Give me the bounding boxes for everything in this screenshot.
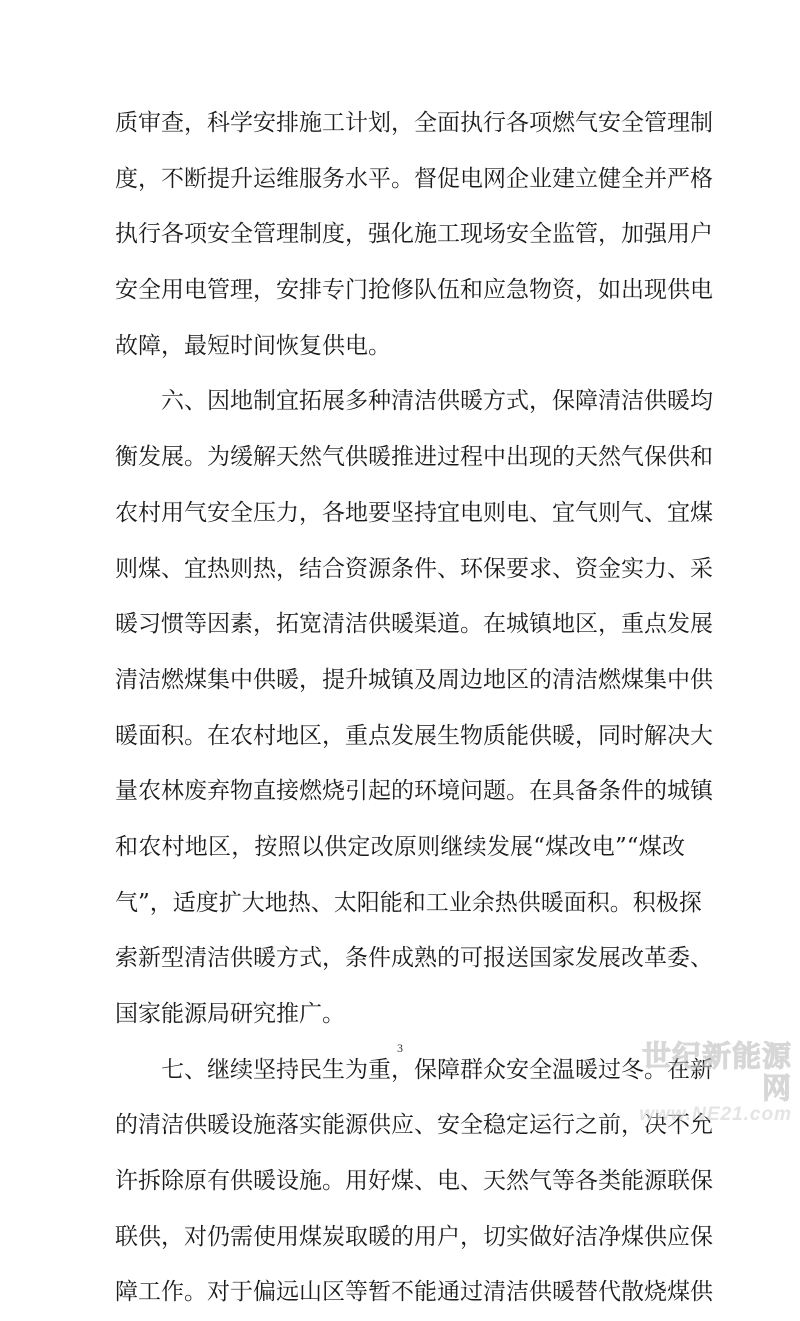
body-text — [115, 96, 713, 1321]
text-line: 执行各项安全管理制度，强化施工现场安全监管，加强用户 — [115, 221, 713, 248]
text-line: 清洁燃煤集中供暖，提升城镇及周边地区的清洁燃煤集中供 — [115, 666, 713, 693]
text-line: 衡发展。为缓解天然气供暖推进过程中出现的天然气保供和 — [115, 444, 713, 471]
text-line: 则煤、宜热则热，结合资源条件、环保要求、资金实力、采 — [115, 555, 713, 582]
paragraph-section-6 — [115, 374, 713, 1042]
text-line: 暖面积。在农村地区，重点发展生物质能供暖，同时解决大 — [115, 722, 713, 749]
text-line: 障工作。对于偏远山区等暂不能通过清洁供暖替代散烧煤供 — [115, 1279, 713, 1306]
text-line: 索新型清洁供暖方式，条件成熟的可报送国家发展改革委、 — [115, 945, 713, 972]
paragraph-section-7 — [115, 1043, 713, 1321]
text-line: 的清洁供暖设施落实能源供应、安全稳定运行之前，决不允 — [115, 1112, 713, 1139]
text-line-indented: 六、因地制宜拓展多种清洁供暖方式，保障清洁供暖均 — [161, 388, 713, 415]
text-line-indented: 七、继续坚持民生为重，保障群众安全温暖过冬。在新 — [161, 1056, 713, 1083]
watermark-title: 世纪新能源网 — [641, 1039, 792, 1105]
watermark-url: www.NE21.com — [639, 1104, 792, 1125]
text-line: 故障，最短时间恢复供电。 — [115, 332, 391, 359]
text-line: 暖习惯等因素，拓宽清洁供暖渠道。在城镇地区，重点发展 — [115, 611, 713, 638]
watermark-logo — [622, 1040, 792, 1126]
page-number: 3 — [397, 1041, 403, 1055]
text-line: 联供，对仍需使用煤炭取暖的用户，切实做好洁净煤供应保 — [115, 1223, 713, 1250]
paragraph-continuation — [115, 96, 713, 374]
text-line: 质审查，科学安排施工计划，全面执行各项燃气安全管理制 — [115, 110, 713, 136]
text-line: 安全用电管理，安排专门抢修队伍和应急物资，如出现供电 — [115, 277, 713, 304]
text-line: 气”，适度扩大地热、太阳能和工业余热供暖面积。积极探 — [115, 889, 702, 916]
text-line: 量农林废弃物直接燃烧引起的环境问题。在具备条件的城镇 — [115, 778, 713, 805]
text-line: 度，不断提升运维服务水平。督促电网企业建立健全并严格 — [115, 165, 713, 192]
text-line: 农村用气安全压力，各地要坚持宜电则电、宜气则气、宜煤 — [115, 499, 713, 526]
text-line: 国家能源局研究推广。 — [115, 1001, 345, 1027]
text-line: 许拆除原有供暖设施。用好煤、电、天然气等各类能源联保 — [115, 1168, 713, 1195]
text-line: 和农村地区，按照以供定改原则继续发展“煤改电”“煤改 — [115, 833, 685, 860]
